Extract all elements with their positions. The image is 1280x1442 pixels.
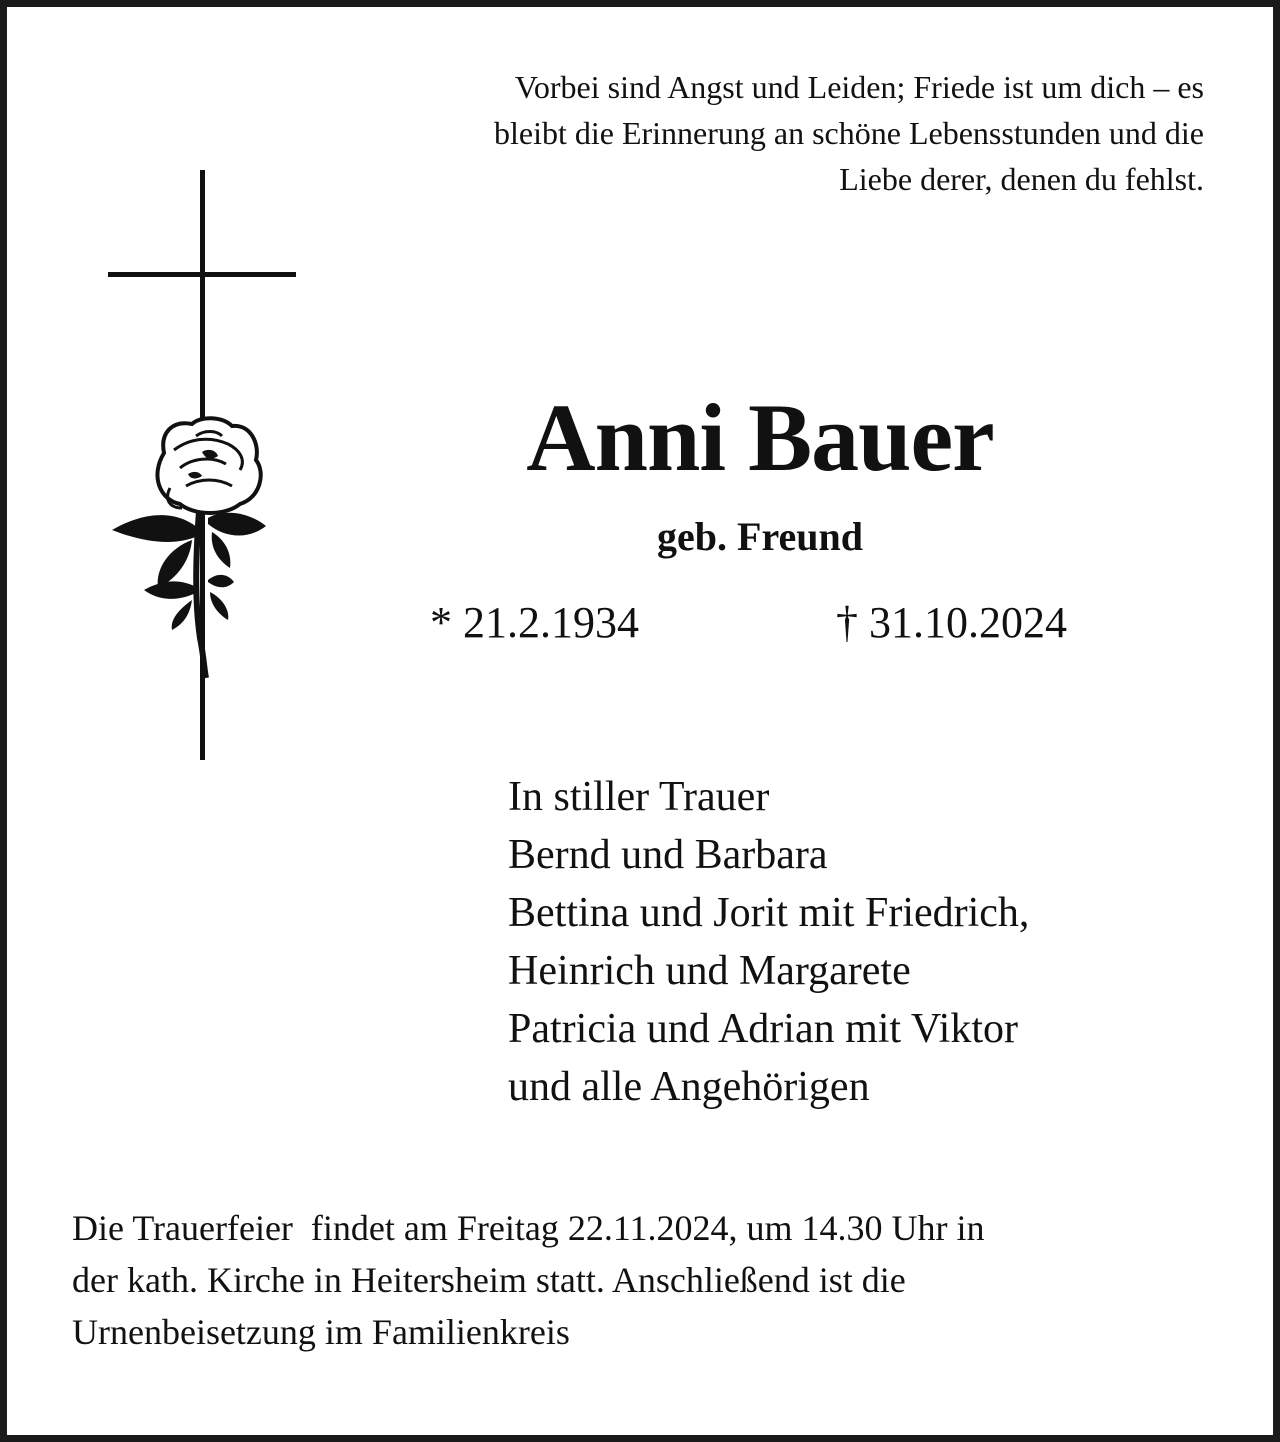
ceremony-info [72, 1202, 1212, 1358]
ceremony-line: Urnenbeisetzung im Familienkreis [72, 1312, 570, 1352]
mourners-list [508, 768, 1208, 1116]
mourner-line: Bettina und Jorit mit Friedrich, [508, 890, 1030, 936]
mourner-line: Bernd und Barbara [508, 832, 828, 878]
ceremony-line: Die Trauerfeier findet am Freitag 22.11.2024, um 14.30 Uhr in [72, 1208, 985, 1248]
deceased-name: Anni Bauer [526, 384, 994, 491]
epitaph-quote [324, 64, 1204, 202]
quote-line: bleibt die Erinnerung an schöne Lebensstunden und die [493, 115, 1204, 151]
birth-date: * 21.2.1934 [430, 598, 639, 647]
mourner-line: und alle Angehörigen [508, 1064, 870, 1110]
cross-with-rose [100, 168, 300, 762]
quote-line: Liebe derer, denen du fehlst. [839, 161, 1204, 197]
ceremony-line: der kath. Kirche in Heitersheim statt. Anschließend ist die [72, 1260, 906, 1300]
quote-line: Vorbei sind Angst und Leiden; Friede ist um dich – es [514, 69, 1204, 105]
mourner-line: Patricia und Adrian mit Viktor [508, 1006, 1018, 1052]
mourner-line: In stiller Trauer [508, 774, 770, 820]
death-date: † 31.10.2024 [836, 598, 1067, 647]
maiden-name: geb. Freund [657, 514, 863, 559]
rose-icon [112, 418, 266, 678]
mourner-line: Heinrich und Margarete [508, 948, 911, 994]
